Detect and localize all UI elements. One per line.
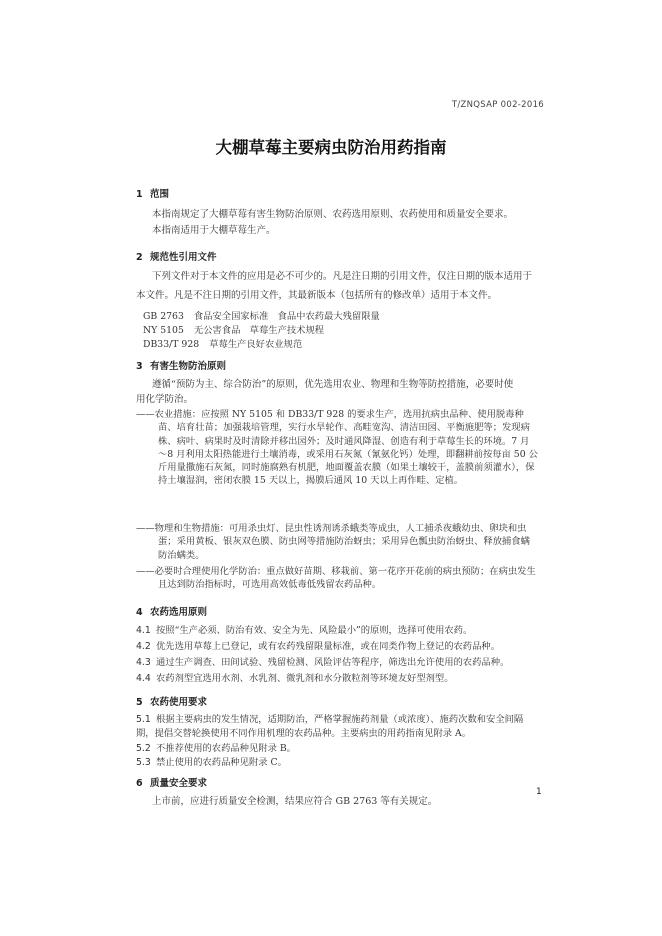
clause-number: 5.3	[136, 757, 151, 768]
measure-text: ——农业措施：应按照 NY 5105 和 DB33/T 928 的要求生产，选用抗病虫品种、使用脱毒种苗、培育壮苗；加强栽培管理，实行水旱轮作、高畦宽沟、清洁田园、平衡施肥等；发现病株、病叶、病果时及时清除并移出园外；及时通风降湿、创造有利于草莓生长的环境。7 月～8 月利用太阳热能进行土壤消毒，或采用石灰氮（氰氨化钙）处理，即翻耕前按每亩 50 公斤用量撒施石灰氮，同时施腐熟有机肥，地面覆盖农膜（如果土壤较干，盖膜前须灌水），保持土壤湿润，密闭农膜 15 天以上，揭膜后通风 10 天以上再作畦、定植。	[136, 409, 538, 487]
clause-number: 4.3	[136, 657, 151, 668]
references-intro-line-1: 下列文件对于本文件的应用是必不可少的。凡是注日期的引用文件，仅注日期的版本适用于	[152, 271, 533, 282]
quality-requirement-line: 上市前，应进行质量安全检测，结果应符合 GB 2763 等有关规定。	[152, 796, 438, 807]
section-title: 规范性引用文件	[150, 252, 217, 263]
reference-name: 草莓生产良好农业规范	[209, 339, 303, 350]
clause-item	[136, 640, 500, 654]
reference-code: NY 5105	[143, 325, 184, 336]
clause-text: 优先选用草莓上已登记，或有农药残留限量标准，或在同类作物上登记的农药品种。	[156, 641, 500, 652]
section-2-heading	[136, 249, 217, 263]
scope-line-2: 本指南适用于大棚草莓生产。	[152, 225, 276, 236]
measure-text: ——必要时合理使用化学防治：重点做好苗期、移栽前、第一花序开花前的病虫预防；在病虫发生且达到防治指标时，可选用高效低毒低残留农药品种。	[136, 566, 536, 591]
reference-item	[143, 308, 390, 322]
reference-code: DB33/T 928	[143, 339, 200, 350]
clause-item	[136, 756, 287, 770]
scope-line-1: 本指南规定了大棚草莓有害生物防治原则、农药选用原则、农药使用和质量安全要求。	[152, 209, 514, 220]
section-title: 农药选用原则	[150, 607, 208, 618]
reference-item	[143, 336, 312, 350]
section-5-heading	[136, 694, 207, 708]
principle-intro-line-1: 遵循“预防为主、综合防治”的原则，优先选用农业、物理和生物等防控措施，必要时使	[152, 379, 514, 390]
standard-number: T/ZNQSAP 002-2016	[451, 100, 544, 110]
chemical-control-measures	[136, 565, 538, 592]
section-number: 5	[136, 697, 143, 708]
clause-item	[136, 672, 454, 686]
section-4-heading	[136, 604, 207, 618]
page-number: 1	[536, 787, 542, 797]
clause-item	[136, 656, 509, 670]
clause-number: 5.1	[136, 714, 151, 725]
agricultural-measures	[136, 408, 538, 488]
section-title: 质量安全要求	[150, 778, 208, 789]
clause-text: 根据主要病虫的发生情况，适期防治，严格掌握施药剂量（或浓度）、施药次数和安全间隔期，提倡交替轮换使用不同作用机理的农药品种。主要病虫的用药指南见附录 A。	[136, 714, 524, 739]
reference-code: GB 2763	[143, 311, 184, 322]
reference-item	[143, 322, 334, 336]
reference-name: 食品安全国家标准 食品中农药最大残留限量	[193, 311, 380, 322]
section-number: 4	[136, 607, 143, 618]
clause-number: 5.2	[136, 743, 151, 754]
clause-text: 按照“生产必须、防治有效、安全为先、风险最小”的原则，选择可使用农药。	[156, 625, 473, 636]
clause-item	[136, 742, 296, 756]
section-number: 3	[136, 361, 143, 372]
clause-text: 禁止使用的农药品种见附录 C。	[156, 757, 287, 768]
section-title: 有害生物防治原则	[150, 361, 227, 372]
clause-item	[136, 624, 472, 638]
clause-text: 不推荐使用的农药品种见附录 B。	[156, 743, 296, 754]
section-number: 6	[136, 778, 143, 789]
measure-text: ——物理和生物措施：可用杀虫灯、昆虫性诱剂诱杀蛾类等成虫，人工捕杀夜蛾幼虫、卵块和虫蛋；采用黄板、银灰双色膜、防虫网等措施防治蚜虫；采用异色瓢虫防治蚜虫、释放捕食螨防治螨类。	[136, 523, 530, 561]
section-3-heading	[136, 358, 226, 372]
page-title: 大棚草莓主要病虫防治用药指南	[215, 138, 447, 157]
section-title: 范围	[150, 189, 170, 200]
section-number: 1	[136, 189, 143, 200]
clause-number: 4.2	[136, 641, 151, 652]
clause-text: 通过生产调查、田间试验、残留检测、风险评估等程序，筛选出允许使用的农药品种。	[156, 657, 510, 668]
section-title: 农药使用要求	[150, 697, 208, 708]
physical-biological-measures	[136, 522, 538, 562]
section-1-heading	[136, 186, 169, 200]
reference-name: 无公害食品 草莓生产技术规程	[193, 325, 325, 336]
clause-item	[136, 713, 540, 740]
clause-number: 4.1	[136, 625, 151, 636]
principle-intro-line-2: 用化学防治。	[136, 394, 194, 405]
clause-text: 农药剂型宜选用水剂、水乳剂、微乳剂和水分散粒剂等环境友好型剂型。	[156, 673, 454, 684]
section-number: 2	[136, 252, 143, 263]
section-6-heading	[136, 775, 207, 789]
clause-number: 4.4	[136, 673, 151, 684]
references-intro-line-2: 本文件。凡是不注日期的引用文件，其最新版本（包括所有的修改单）适用于本文件。	[136, 290, 498, 301]
